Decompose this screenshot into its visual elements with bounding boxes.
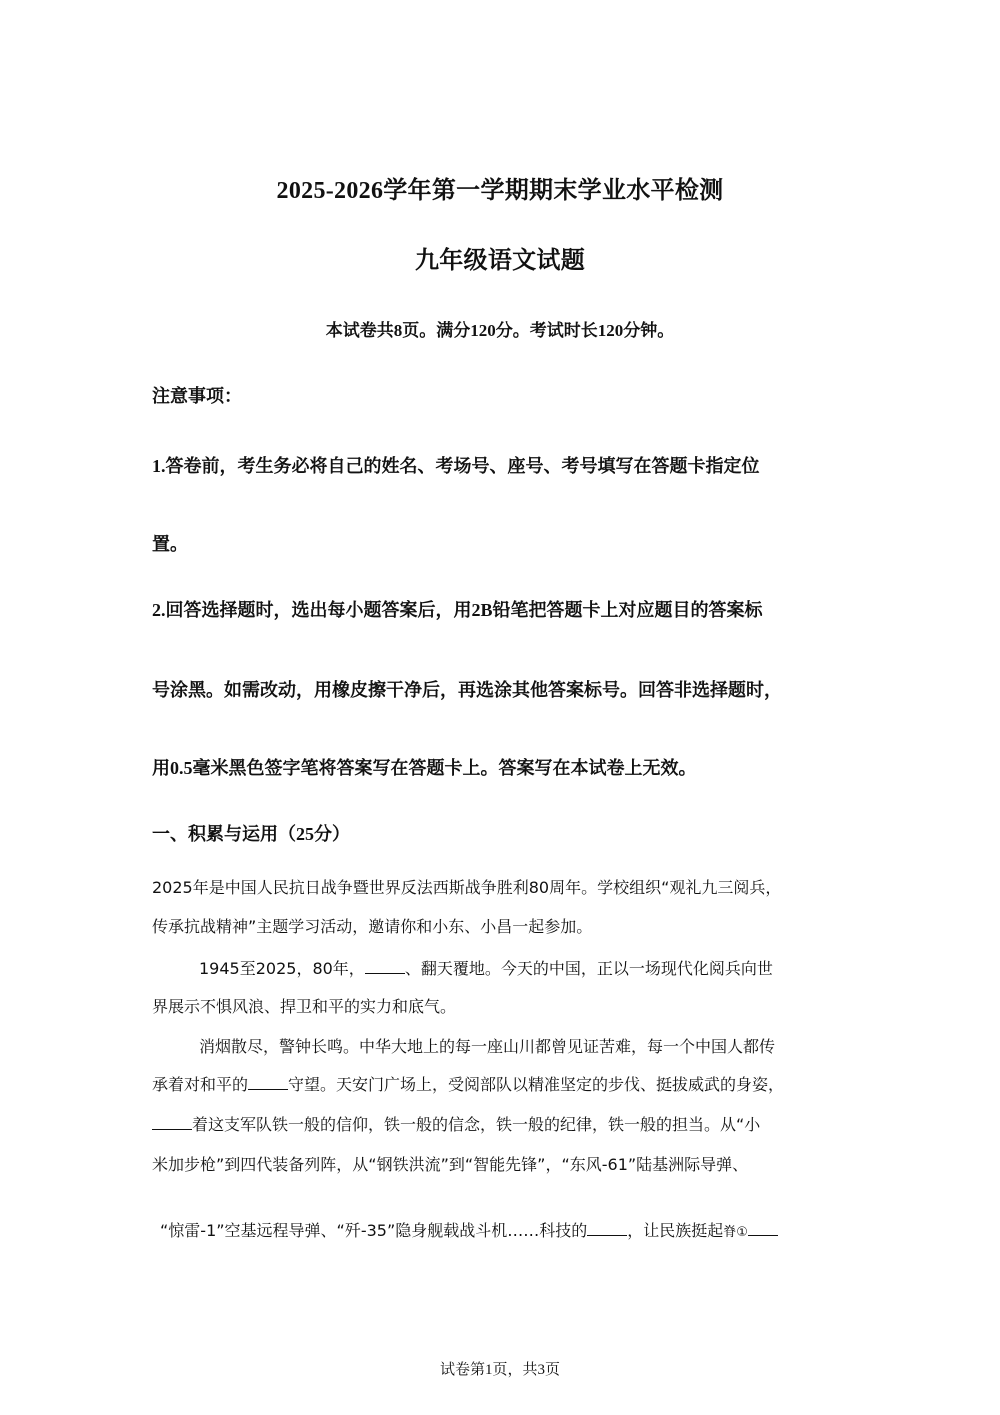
notice-item-2-line-3: 用0.5毫米黑色签字笔将答案写在答题卡上。答案写在本试卷上无效。 [152, 758, 697, 778]
notice-heading: 注意事项： [152, 386, 242, 406]
answer-blank [152, 1115, 192, 1130]
notice-item-2-line-2: 号涂黑。如需改动，用橡皮擦干净后，再选涂其他答案标号。回答非选择题时， [152, 680, 782, 700]
exam-subtitle: 九年级语文试题 [414, 248, 586, 274]
paragraph-2-line-4: 米加步枪”到四代装备列阵，从“钢铁洪流”到“智能先锋”，“东风-61”陆基洲际导弹、 [152, 1155, 749, 1174]
paragraph-1-line-2: 界展示不惧风浪、捍卫和平的实力和底气。 [152, 997, 457, 1016]
paragraph-2-line-2-end: 守望。天安门广场上，受阅部队以精准坚定的步伐、挺拔威武的身姿， [288, 1075, 785, 1094]
exam-title: 2025-2026学年第一学期期末学业水平检测 [276, 178, 724, 204]
answer-blank [248, 1075, 288, 1090]
paragraph-2-line-3 [152, 1112, 760, 1135]
paragraph-2-line-3-text: 着这支军队铁一般的信仰，铁一般的信念，铁一般的纪律，铁一般的担当。从“小 [192, 1115, 761, 1134]
paragraph-2-line-5 [160, 1218, 778, 1241]
exam-info: 本试卷共8页。满分120分。考试时长120分钟。 [325, 321, 675, 340]
paragraph-2-line-2 [152, 1072, 784, 1095]
notice-item-1-line-1: 1.答卷前，考生务必将自己的姓名、考场号、座号、考号填写在答题卡指定位 [152, 456, 760, 476]
paragraph-1-line-1-start: 1945至2025，80年， [199, 959, 365, 978]
paragraph-1-line-1 [199, 956, 773, 979]
answer-blank [587, 1221, 627, 1236]
section-1-heading: 一、积累与运用（25分） [152, 824, 350, 844]
answer-blank [748, 1221, 778, 1236]
paragraph-2-line-5-start: “惊雷-1”空基远程导弹、“歼-35”隐身舰载战斗机……科技的 [160, 1221, 588, 1240]
intro-line-2: 传承抗战精神”主题学习活动，邀请你和小东、小昌一起参加。 [152, 917, 593, 936]
notice-item-2-line-1: 2.回答选择题时，选出每小题答案后，用2B铅笔把答题卡上对应题目的答案标 [152, 600, 763, 620]
paragraph-2-line-1: 消烟散尽，警钟长鸣。中华大地上的每一座山川都曾见证苦难，每一个中国人都传 [199, 1037, 776, 1056]
paragraph-2-line-5-end: 脊① [723, 1225, 748, 1240]
notice-item-1-line-2: 置。 [152, 534, 188, 554]
page-footer: 试卷第1页，共3页 [439, 1362, 560, 1378]
paragraph-2-line-5-mid: ，让民族挺起 [627, 1221, 724, 1240]
paragraph-1-line-1-end: 、翻天覆地。今天的中国，正以一场现代化阅兵向世 [404, 959, 773, 978]
paragraph-2-line-2-start: 承着对和平的 [152, 1075, 249, 1094]
answer-blank [365, 959, 405, 974]
intro-line-1: 2025年是中国人民抗日战争暨世界反法西斯战争胜利80周年。学校组织“观礼九三阅兵， [152, 878, 782, 897]
